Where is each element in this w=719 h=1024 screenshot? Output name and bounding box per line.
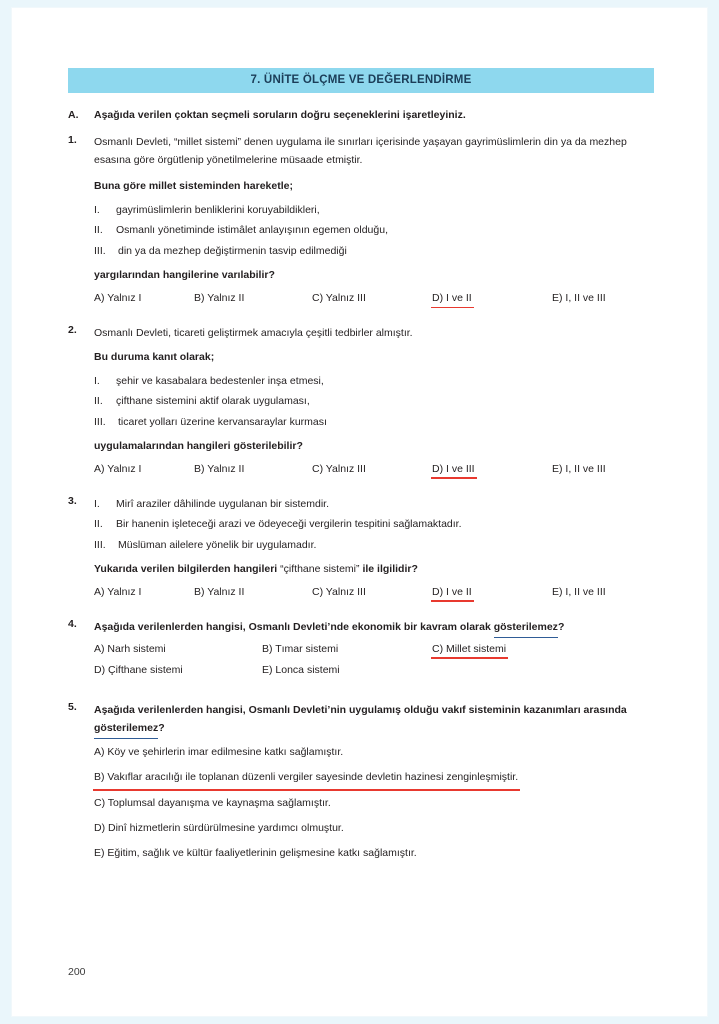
emphasis-underlined-word: gösterilemez: [94, 719, 158, 737]
question-number: 4.: [68, 618, 77, 631]
roman-text: Mirî araziler dâhilinde uygulanan bir sistemdir.: [116, 497, 330, 510]
roman-label: I.: [94, 374, 100, 387]
option-e[interactable]: E) Lonca sistemi: [262, 663, 340, 676]
roman-text: çifthane sistemini aktif olarak uygulaması,: [116, 395, 310, 408]
question-stem: [94, 701, 654, 737]
option-a[interactable]: A) Köy ve şehirlerin imar edilmesine katkı sağlamıştır.: [94, 745, 344, 758]
option-d[interactable]: D) Çifthane sistemi: [94, 663, 183, 676]
roman-label: II.: [94, 395, 103, 408]
roman-text: gayrimüslimlerin benliklerini koruyabildikleri,: [116, 203, 320, 216]
answer-options: [94, 586, 654, 598]
roman-list: [94, 495, 654, 554]
selected-answer-mark: D) I ve III: [432, 462, 475, 475]
roman-text: Müslüman ailelere yönelik bir uygulamadır.: [118, 538, 317, 551]
question-tail-term: “çifthane sistemi”: [277, 562, 363, 575]
option-a[interactable]: A) Narh sistemi: [94, 642, 166, 655]
question-tail-part-2: ile ilgilidir?: [362, 562, 418, 575]
list-item: [94, 536, 654, 554]
roman-label: I.: [94, 497, 100, 510]
question-2: [68, 324, 654, 475]
list-item: [94, 372, 654, 390]
question-number: 5.: [68, 701, 77, 714]
question-number: 2.: [68, 324, 77, 337]
answer-options: [94, 643, 654, 676]
option-c[interactable]: [432, 643, 506, 655]
roman-list: [94, 372, 654, 431]
question-lead: Buna göre millet sisteminden hareketle;: [94, 180, 293, 193]
option-e[interactable]: E) Eğitim, sağlık ve kültür faaliyetlerinin gelişmesine katkı sağlamıştır.: [94, 847, 417, 860]
option-a[interactable]: A) Yalnız I: [94, 462, 142, 475]
option-a[interactable]: A) Yalnız I: [94, 291, 142, 304]
question-3: [68, 495, 654, 598]
roman-label: III.: [94, 244, 106, 257]
roman-label: III.: [94, 415, 106, 428]
option-d[interactable]: D) Dinî hizmetlerin sürdürülmesine yardımcı olmuştur.: [94, 822, 344, 834]
question-stem: [94, 618, 654, 636]
option-c[interactable]: C) Yalnız III: [312, 585, 366, 598]
option-c[interactable]: C) Yalnız III: [312, 291, 366, 304]
question-stem-part-1: Aşağıda verilenlerden hangisi, Osmanlı Devleti’nde ekonomik bir kavram olarak: [94, 620, 494, 633]
question-tail: uygulamalarından hangileri gösterilebilir?: [94, 439, 303, 452]
section-letter: A.: [68, 109, 79, 121]
emphasis-underlined-word: gösterilemez: [494, 618, 558, 636]
section-title: Aşağıda verilen çoktan seçmeli soruların doğru seçeneklerini işaretleyiniz.: [94, 109, 466, 121]
selected-answer-mark: C) Millet sistemi: [432, 642, 507, 655]
option-d[interactable]: [432, 463, 552, 475]
option-b[interactable]: B) Tımar sistemi: [262, 642, 339, 655]
section-heading: [68, 109, 654, 121]
page-content: [68, 68, 654, 874]
answer-options: [94, 292, 654, 304]
list-item: [94, 392, 654, 410]
list-item: [94, 495, 654, 513]
option-d[interactable]: [432, 586, 552, 598]
question-number: 1.: [68, 133, 77, 146]
roman-text: din ya da mezhep değiştirmenin tasvip edilmediği: [118, 244, 347, 257]
question-5: [68, 701, 654, 870]
question-stem-part-2: ?: [158, 721, 165, 734]
selected-answer-mark: D) I ve II: [432, 585, 472, 598]
unit-banner-title: 7. ÜNİTE ÖLÇME VE DEĞERLENDİRME: [68, 68, 654, 93]
roman-text: Osmanlı yönetiminde istimâlet anlayışının egemen olduğu,: [116, 224, 388, 237]
question-number: 3.: [68, 495, 77, 508]
option-d[interactable]: [432, 292, 552, 304]
roman-text: şehir ve kasabalara bedestenler inşa etmesi,: [116, 374, 324, 387]
roman-label: II.: [94, 518, 103, 531]
option-c[interactable]: C) Toplumsal dayanışma ve kaynaşma sağlamıştır.: [94, 796, 331, 809]
question-stem: Osmanlı Devleti, “millet sistemi” denen uygulama ile sınırları içerisinde yaşayan gayrimüslimlerin din ya da mezhep esasına göre örgütlenip yönetilmelerine müsaade etmiştir.: [94, 136, 627, 167]
list-item: [94, 515, 654, 533]
option-b[interactable]: B) Yalnız II: [194, 291, 245, 304]
roman-text: ticaret yolları üzerine kervansaraylar kurması: [118, 415, 327, 428]
option-b[interactable]: B) Yalnız II: [194, 585, 245, 598]
question-4: [68, 618, 654, 685]
option-c[interactable]: C) Yalnız III: [312, 462, 366, 475]
option-b[interactable]: B) Yalnız II: [194, 462, 245, 475]
question-lead: Bu duruma kanıt olarak;: [94, 350, 215, 363]
question-stem-part-1: Aşağıda verilenlerden hangisi, Osmanlı Devleti’nin uygulamış olduğu vakıf sisteminin kazanımları arasında: [94, 703, 627, 716]
question-stem: Osmanlı Devleti, ticareti geliştirmek amacıyla çeşitli tedbirler almıştır.: [94, 326, 413, 339]
question-tail: [94, 561, 654, 579]
selected-answer-mark: D) I ve II: [432, 291, 472, 304]
list-item: [94, 413, 654, 431]
option-a[interactable]: A) Yalnız I: [94, 585, 142, 598]
option-e[interactable]: E) I, II ve III: [552, 585, 606, 598]
question-tail-part-1: Yukarıda verilen bilgilerden hangileri: [94, 562, 278, 575]
page-number: 200: [68, 966, 86, 978]
roman-text: Bir hanenin işleteceği arazi ve ödeyeceği vergilerin tespitini sağlamaktadır.: [116, 518, 462, 531]
question-tail: yargılarından hangilerine varılabilir?: [94, 269, 275, 282]
roman-list: [94, 201, 654, 260]
option-b[interactable]: [94, 768, 654, 786]
page-sheet: [12, 8, 707, 1016]
roman-label: II.: [94, 224, 103, 237]
list-item: [94, 201, 654, 219]
option-e[interactable]: E) I, II ve III: [552, 291, 606, 304]
roman-label: III.: [94, 538, 106, 551]
option-e[interactable]: E) I, II ve III: [552, 462, 606, 475]
list-item: [94, 242, 654, 260]
roman-label: I.: [94, 203, 100, 216]
answer-options: [94, 463, 654, 475]
selected-answer-mark: B) Vakıflar aracılığı ile toplanan düzenli vergiler sayesinde devletin hazinesi zenginleşmiştir.: [94, 768, 518, 786]
question-1: [68, 133, 654, 304]
answer-options: [94, 743, 654, 863]
question-stem-part-2: ?: [557, 620, 565, 633]
list-item: [94, 221, 654, 239]
